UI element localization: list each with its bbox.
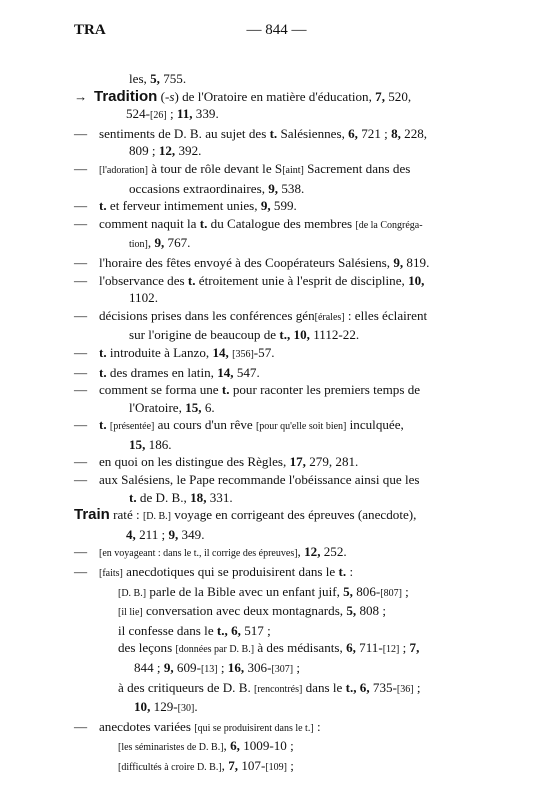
text-run: 9, — [268, 180, 279, 196]
text-run: sur l'origine de beaucoup de — [129, 327, 280, 343]
subentry — [74, 381, 474, 416]
text-run: inculquée, — [346, 417, 404, 433]
text-line — [118, 698, 474, 718]
text-run: 15, — [129, 436, 146, 452]
text-line — [99, 326, 474, 344]
dash: — — [74, 364, 88, 380]
dash: — — [74, 344, 88, 360]
text-line — [99, 272, 474, 290]
text-run: 10, — [293, 327, 310, 343]
text-run: ; — [293, 660, 301, 675]
text-run: à des médisants, — [254, 640, 347, 656]
text-run: 7, — [409, 640, 420, 656]
text-run: 10, — [134, 699, 151, 715]
text-run: à des critiqueurs de D. B. — [118, 679, 254, 695]
text-run: 11, — [176, 106, 193, 122]
text-run: 279, 281. — [305, 454, 359, 470]
subentry — [74, 718, 474, 738]
text-run: 6, — [230, 738, 240, 754]
text-line — [99, 70, 474, 88]
text-run: [données par D. B.] — [175, 644, 255, 656]
text-run: 1112-22. — [309, 327, 360, 343]
text-run: l'horaire des fêtes envoyé à des Coopérateurs Salésiens, — [99, 254, 394, 270]
text-run: 609- — [173, 660, 201, 675]
text-run: [faits] — [99, 568, 123, 580]
text-run: [l'adoration] — [99, 164, 149, 176]
text-line — [99, 381, 474, 399]
text-line — [99, 489, 474, 507]
dash: — — [74, 417, 88, 433]
text-run: [12] — [382, 644, 400, 656]
text-run: pour raconter les premiers temps de — [229, 382, 421, 398]
text-run: dans le — [302, 679, 346, 695]
text-run: 5, — [343, 583, 353, 599]
text-run: t., — [279, 327, 291, 343]
text-line — [118, 757, 474, 777]
text-run: 14, — [212, 344, 229, 360]
text-run: 520, — [384, 88, 412, 104]
text-run: l'Oratoire, — [129, 399, 186, 415]
text-run: 7, — [228, 757, 239, 773]
subentry — [74, 543, 474, 563]
text-run: aux Salésiens, le Pape recommande l'obéissance ainsi que les — [99, 472, 420, 488]
text-run: t. — [221, 382, 230, 398]
text-run: 339. — [192, 106, 219, 122]
headword: Train — [74, 506, 110, 524]
text-line — [94, 88, 474, 106]
text-run: occasions extraordinaires, — [129, 180, 269, 196]
text-run: t. — [338, 564, 347, 580]
text-line — [99, 289, 474, 307]
text-run: [qui se produisirent dans le t.] — [194, 722, 314, 734]
text-run: 129- — [150, 699, 178, 715]
subentry — [74, 197, 474, 215]
text-run: -s — [164, 88, 175, 104]
text-run: [D. B.] — [142, 511, 172, 523]
text-run: 107- — [238, 757, 266, 773]
headword: Tradition — [94, 87, 158, 105]
text-run: 17, — [289, 454, 306, 470]
text-line — [99, 436, 474, 454]
text-run: 16, — [227, 660, 245, 675]
sub-subentry — [74, 622, 474, 640]
subentry — [74, 254, 474, 272]
text-run: : — [313, 718, 321, 734]
text-run: conversation avec deux montagnards, — [142, 603, 347, 619]
text-line — [118, 737, 474, 757]
text-line — [99, 125, 474, 143]
text-run: étroitement unie à l'esprit de discipline, — [195, 272, 409, 288]
text-run: 711- — [355, 640, 383, 656]
index-body — [74, 70, 474, 777]
text-line — [99, 471, 474, 489]
running-head: TRA — [74, 22, 106, 38]
text-run: 6. — [201, 399, 215, 415]
text-line — [99, 254, 474, 272]
text-run: , — [147, 235, 155, 251]
text-line — [118, 659, 474, 679]
text-run: 10, — [408, 272, 425, 288]
text-run: 844 ; — [134, 660, 164, 675]
text-run: ; — [401, 583, 409, 599]
text-run: du Catalogue des membres — [207, 215, 356, 231]
text-run: raté : — [109, 507, 143, 523]
text-run: [26] — [150, 110, 167, 122]
text-run: 9, — [168, 526, 179, 542]
sub-subentry — [74, 583, 474, 603]
text-line — [99, 399, 474, 417]
text-run: 9, — [154, 235, 165, 251]
sub-subentry — [74, 679, 474, 718]
text-line — [99, 453, 474, 471]
text-run: [présentée] — [109, 421, 155, 433]
text-run: introduite à Lanzo, — [106, 344, 213, 360]
subentry — [74, 453, 474, 471]
page-header — [74, 22, 479, 42]
text-run: 306- — [244, 660, 272, 675]
text-run: 547. — [233, 364, 260, 380]
text-run: 331. — [206, 489, 233, 505]
page-number: — 844 — — [246, 22, 307, 38]
text-run: 5, — [346, 603, 357, 619]
text-run: : elles éclairent — [344, 307, 428, 323]
sub-subentry — [74, 602, 474, 622]
text-run: ; — [413, 679, 421, 695]
text-run: ; — [166, 106, 177, 122]
text-run: 6, — [346, 640, 356, 656]
text-run: 1009-10 ; — [239, 738, 294, 754]
arrow-icon: → — [74, 88, 88, 104]
text-run: 14, — [217, 364, 234, 380]
text-run: t. — [99, 198, 107, 214]
text-run: t. — [187, 272, 196, 288]
text-run: 524- — [126, 106, 151, 122]
text-run: des leçons — [118, 640, 176, 656]
text-run: Sacrement dans des — [303, 160, 411, 176]
text-run: [307] — [271, 664, 294, 675]
text-line — [99, 543, 474, 563]
subentry — [74, 272, 474, 307]
text-run: [13] — [200, 664, 218, 675]
dash: — — [74, 160, 88, 176]
text-run: ) — [174, 88, 179, 104]
text-run: 211 ; — [135, 526, 169, 542]
text-run: 392. — [175, 143, 202, 159]
text-line — [118, 679, 474, 699]
text-line — [99, 197, 474, 215]
text-run: il confesse dans le — [118, 622, 217, 638]
text-line — [118, 602, 474, 622]
text-run: sentiments de D. B. au sujet des — [99, 125, 270, 141]
text-run: t. — [269, 125, 278, 141]
subentry — [74, 160, 474, 197]
dash: — — [74, 718, 88, 734]
text-line — [74, 506, 474, 526]
text-run: , — [297, 544, 305, 560]
text-line — [99, 344, 474, 364]
subentry — [74, 364, 474, 382]
text-run: [de la Congréga- — [355, 219, 423, 231]
text-run: 808 ; — [356, 603, 386, 619]
text-run: 5, — [150, 71, 160, 86]
text-line — [99, 160, 474, 180]
text-line — [99, 142, 474, 160]
text-run: ( — [157, 88, 165, 104]
text-run: t. — [99, 417, 107, 433]
text-run: t., — [216, 622, 228, 638]
text-run: 7, — [375, 88, 385, 104]
subentry — [74, 416, 474, 453]
text-run: 349. — [178, 526, 205, 542]
text-run: t. — [129, 489, 137, 505]
text-run: t. — [99, 344, 107, 360]
text-run: 755. — [159, 71, 187, 86]
text-run: [les séminaristes de D. B.] — [118, 742, 224, 754]
entry-tradition — [74, 88, 474, 125]
text-run: 735- — [369, 679, 397, 695]
text-line — [99, 234, 474, 254]
dash: — — [74, 564, 88, 580]
text-run: 599. — [270, 198, 297, 214]
dash: — — [74, 472, 88, 488]
text-run: de D. B., — [136, 489, 191, 505]
text-line — [99, 215, 474, 235]
dash: — — [74, 254, 88, 270]
entry-train — [74, 506, 474, 543]
text-run: 9, — [260, 198, 271, 214]
text-run: de l'Oratoire en matière d'éducation, — [178, 88, 376, 104]
text-run: anecdotes variées — [99, 718, 195, 734]
text-line — [99, 307, 474, 327]
text-run: comment se forma une — [99, 382, 222, 398]
dash: — — [74, 272, 88, 288]
text-run: au cours d'un rêve — [154, 417, 256, 433]
text-run: 252. — [320, 544, 347, 560]
text-line — [99, 416, 474, 436]
continuation-line — [74, 70, 474, 88]
text-run: en quoi on les distingue des Règles, — [99, 454, 290, 470]
dash: — — [74, 215, 88, 231]
text-run: 12, — [158, 143, 176, 159]
text-run: 12, — [304, 544, 321, 560]
text-run: ; — [287, 757, 294, 773]
text-run: tion] — [129, 239, 148, 251]
text-run: [36] — [396, 683, 414, 695]
text-run: décisions prises dans les conférences gén — [99, 307, 315, 323]
text-line — [99, 718, 474, 738]
text-run: 15, — [185, 399, 202, 415]
text-run: [D. B.] — [118, 587, 147, 599]
text-run: [30] — [177, 703, 195, 715]
text-run: t., — [345, 679, 357, 695]
text-run: : — [346, 564, 354, 580]
text-run: [érales] — [314, 311, 345, 323]
text-run: et ferveur intimement unies, — [106, 198, 261, 214]
text-run: 18, — [190, 489, 207, 505]
text-run: [807] — [380, 587, 402, 599]
text-run: anecdotiques qui se produisirent dans le — [122, 564, 339, 580]
text-run: [pour qu'elle soit bien] — [255, 421, 347, 433]
text-line — [99, 180, 474, 198]
text-run: 721 ; — [357, 125, 392, 141]
text-run: [il lie] — [118, 607, 143, 619]
text-run: 6, — [359, 679, 370, 695]
dash: — — [74, 454, 88, 470]
sub-subentry — [74, 639, 474, 678]
text-run: . — [194, 699, 198, 715]
text-run: 1102. — [129, 290, 158, 306]
sub-subentry — [74, 737, 474, 757]
text-run: les, — [129, 71, 151, 86]
text-line — [99, 563, 474, 583]
text-run: 767. — [164, 235, 191, 251]
text-run: 9, — [163, 660, 174, 675]
sub-subentry — [74, 757, 474, 777]
text-run: 4, — [126, 526, 136, 542]
text-line — [118, 639, 474, 659]
text-run: des drames en latin, — [106, 364, 218, 380]
text-line — [94, 105, 474, 125]
text-line — [118, 622, 474, 640]
text-run: , — [221, 757, 229, 773]
text-run: [aint] — [282, 164, 304, 176]
text-run: Salésiennes, — [277, 125, 349, 141]
text-run: 517 ; — [240, 622, 271, 638]
text-run: [rencontrés] — [254, 683, 303, 695]
dash: — — [74, 198, 88, 214]
text-run: 9, — [393, 254, 404, 270]
text-run: t. — [199, 215, 208, 231]
text-run: 8, — [391, 125, 401, 141]
text-run: 819. — [403, 254, 430, 270]
text-run: à tour de rôle devant le S — [148, 160, 283, 176]
subentry — [74, 215, 474, 254]
text-run: l'observance des — [99, 272, 188, 288]
subentry — [74, 471, 474, 506]
text-run: 806- — [352, 583, 381, 599]
text-run: ; — [399, 640, 410, 656]
text-run: [356] — [232, 348, 254, 360]
text-run: [109] — [265, 761, 287, 773]
dash: — — [74, 382, 88, 398]
text-run: comment naquit la — [99, 215, 200, 231]
dash: — — [74, 544, 88, 560]
text-run: voyage en corrigeant des épreuves (anecdote), — [171, 507, 417, 523]
text-run: 228, — [400, 125, 428, 141]
text-run: [en voyageant : dans le t., il corrige des épreuves] — [99, 548, 298, 560]
text-run: ; — [217, 660, 228, 675]
text-line — [99, 364, 474, 382]
text-run: 538. — [278, 180, 305, 196]
dash: — — [74, 307, 88, 323]
subentry — [74, 125, 474, 160]
text-run: 6, — [348, 125, 358, 141]
subentry — [74, 344, 474, 364]
subentry — [74, 307, 474, 344]
text-run: parle de la Bible avec un enfant juif, — [146, 583, 344, 599]
text-run: 186. — [145, 436, 172, 452]
text-line — [74, 526, 474, 544]
text-run: [difficultés à croire D. B.] — [118, 761, 222, 773]
text-run: 809 ; — [129, 143, 159, 159]
text-run: 6, — [231, 622, 241, 638]
dash: — — [74, 125, 88, 141]
text-line — [118, 583, 474, 603]
text-run: -57. — [253, 344, 275, 360]
text-run: , — [223, 738, 231, 754]
text-run: t. — [99, 364, 107, 380]
subentry — [74, 563, 474, 583]
